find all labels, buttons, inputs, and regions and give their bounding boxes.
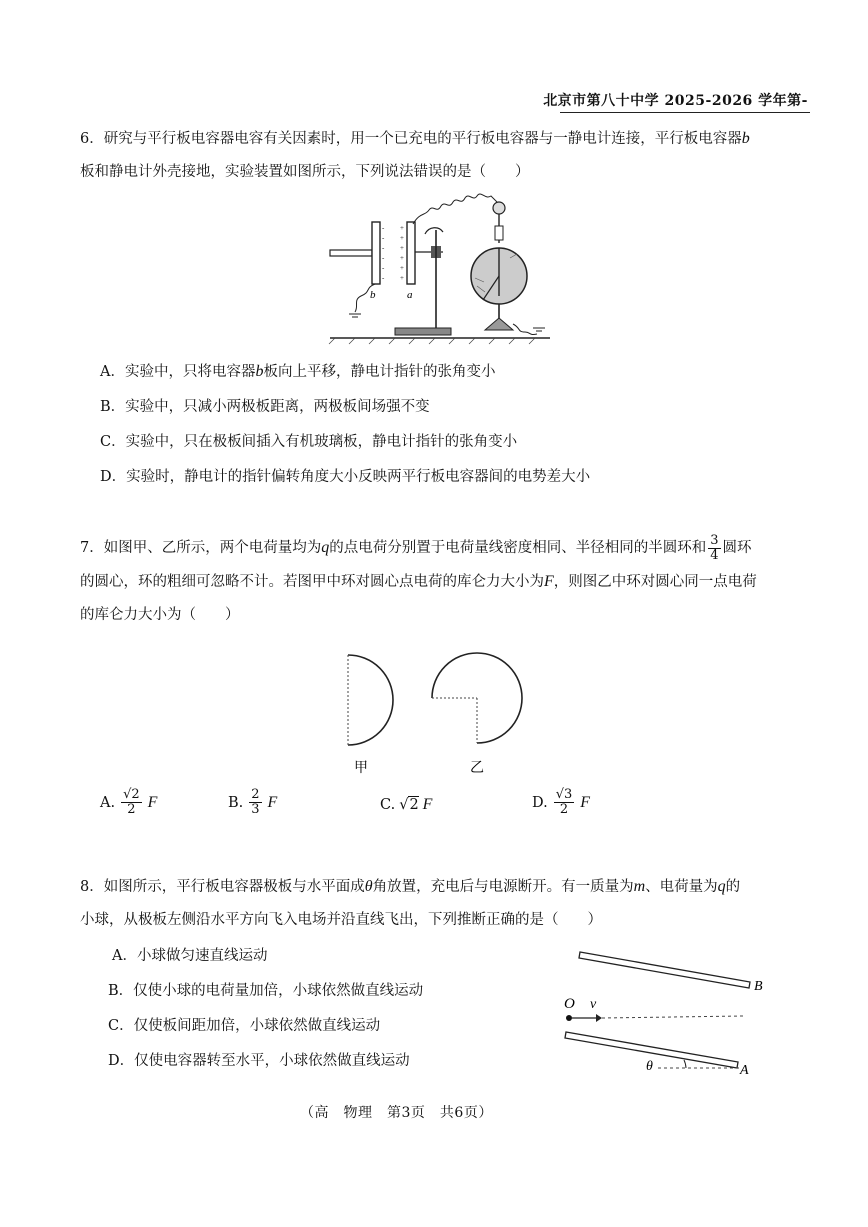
- svg-text:+: +: [400, 254, 404, 262]
- label-A: A: [740, 1063, 749, 1078]
- label-yi: 乙: [470, 761, 484, 776]
- svg-text:-: -: [382, 244, 385, 252]
- label-b: b: [370, 289, 376, 301]
- page-footer: （高 物理 第3页 共6页）: [300, 1105, 493, 1121]
- page-header-school: 北京市第八十中学 2025-2026 学年第-: [543, 93, 808, 109]
- question-6-stem: [80, 122, 792, 189]
- plate-b: [579, 952, 750, 988]
- question-8-stem: 8．如图所示，平行板电容器极板与水平面成θ角放置，充电后与电源断开。有一质量为m、电荷量为q的 小球，从极板左侧沿水平方向飞入电场并沿直线飞出，下列推断正确的是（ ）: [80, 878, 741, 928]
- svg-text:-: -: [382, 264, 385, 272]
- label-v: v: [590, 997, 597, 1012]
- q7-option-d[interactable]: D. $\frac{√3}{2}$ F: [532, 787, 591, 817]
- label-B: B: [754, 979, 763, 994]
- plate-b: [372, 222, 380, 284]
- q6-electrometer-figure: [325, 188, 555, 348]
- q6-stem-line1: 6．研究与平行板电容器电容有关因素时，用一个已充电的平行板电容器与一静电计连接，平行板电容器: [80, 131, 742, 147]
- question-7-stem: 7．如图甲、乙所示，两个电荷量均为q的点电荷分别置于电荷量线密度相同、半径相同的半圆环和 $\frac{3}{4}$ 圆环 的圆心，环的粗细可忽略不计。若图甲中环对圆心点电荷的库仑力大小为F，则图乙中环对圆心同一点电荷 的库仑力大小为（ ）: [80, 532, 757, 623]
- svg-text:-: -: [382, 224, 385, 232]
- svg-text:-: -: [382, 274, 385, 282]
- q7-option-b[interactable]: B. $\frac{2}{3}$ F: [228, 787, 278, 817]
- svg-text:+: +: [400, 224, 404, 232]
- q6-option-c[interactable]: C．实验中，只在极板间插入有机玻璃板，静电计指针的张角变小: [100, 434, 518, 450]
- svg-text:-: -: [382, 234, 385, 242]
- q8-option-d[interactable]: D．仅使电容器转至水平，小球依然做直线运动: [108, 1053, 410, 1069]
- svg-text:-: -: [382, 254, 385, 262]
- header-rule: [560, 112, 810, 113]
- q6-stem-line2: 板和静电计外壳接地，实验装置如图所示，下列说法错误的是（ ）: [80, 164, 530, 180]
- label-jia: 甲: [354, 761, 368, 776]
- q8-capacitor-figure: [558, 940, 778, 1080]
- label-theta: θ: [646, 1059, 653, 1074]
- label-a: a: [407, 289, 413, 301]
- svg-text:+: +: [400, 274, 404, 282]
- half-ring: [348, 655, 393, 745]
- q7-ring-figures: [330, 650, 530, 780]
- q6-option-a[interactable]: A．实验中，只将电容器b板向上平移，静电计指针的张角变小: [100, 363, 496, 380]
- plate-a: [407, 222, 415, 284]
- label-O: O: [564, 996, 575, 1012]
- q6-var-b: b: [741, 130, 750, 147]
- svg-text:+: +: [400, 264, 404, 272]
- q6-option-d[interactable]: D．实验时，静电计的指针偏转角度大小反映两平行板电容器间的电势差大小: [100, 469, 591, 485]
- q8-option-a[interactable]: A．小球做匀速直线运动: [112, 948, 268, 964]
- q7-fraction: $\frac{3}{4}$: [710, 532, 719, 563]
- q6-option-b[interactable]: B．实验中，只减小两极板距离，两极板间场强不变: [100, 399, 430, 415]
- svg-text:+: +: [400, 244, 404, 252]
- ball: [566, 1015, 572, 1021]
- q8-option-c[interactable]: C．仅使板间距加倍，小球依然做直线运动: [108, 1018, 381, 1034]
- svg-text:+: +: [400, 234, 404, 242]
- q7-option-a[interactable]: A. $\frac{√2}{2}$ F: [100, 787, 158, 817]
- q8-option-b[interactable]: B．仅使小球的电荷量加倍，小球依然做直线运动: [108, 983, 424, 999]
- q7-option-c[interactable]: C. √2 F: [380, 796, 433, 813]
